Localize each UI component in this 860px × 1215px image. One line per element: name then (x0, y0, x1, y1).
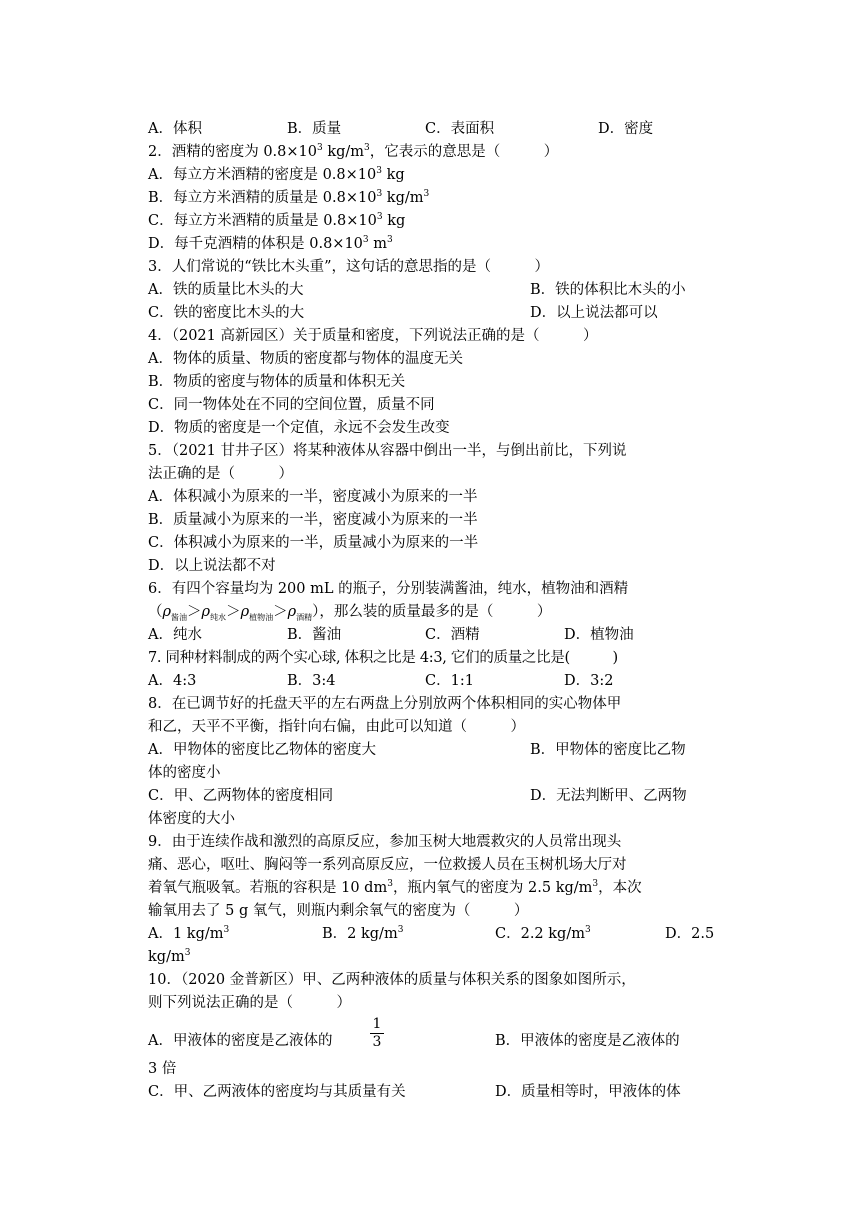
q6-option-b[interactable]: B．酱油 (287, 627, 342, 643)
q2-option-a[interactable]: A．每立方米酒精的密度是 $0.8\times 10^3$ kg (148, 166, 405, 183)
q8-options-row1 (148, 739, 714, 762)
q9-option-d[interactable]: D．2.5 (665, 926, 715, 942)
q1-option-c[interactable]: C．表面积 (425, 121, 495, 137)
q10-option-d[interactable]: D．质量相等时，甲液体的体 (495, 1084, 681, 1100)
q8-option-b[interactable]: B．甲物体的密度比乙物 (530, 742, 686, 758)
q5-option-a[interactable]: A．体积减小为原来的一半，密度减小为原来的一半 (148, 489, 478, 505)
q1-option-a[interactable]: A．体积 (148, 121, 202, 137)
q8-options-row2 (148, 785, 714, 808)
q7-option-d[interactable]: D．3:2 (564, 673, 614, 689)
q6-stem-line1: 6．有四个容量均为 200 mL 的瓶子，分别装满酱油，纯水，植物油和酒精 (148, 581, 629, 597)
q8-option-b-cont: 体的密度小 (148, 765, 221, 781)
q2-option-c[interactable]: C．每立方米酒精的质量是 $0.8\times 10^3$ kg (148, 212, 406, 229)
q3-option-d[interactable]: D．以上说法都可以 (530, 305, 658, 321)
q1-option-b[interactable]: B．质量 (287, 121, 342, 137)
fraction-denominator: 3 (372, 1034, 382, 1050)
q9-option-d-cont: $kg/m^3$ (148, 948, 191, 965)
q6-option-a[interactable]: A．纯水 (148, 627, 202, 643)
q10-option-c[interactable]: C．甲、乙两液体的密度均与其质量有关 (148, 1084, 406, 1100)
q3-option-a[interactable]: A．铁的质量比木头的大 (148, 282, 304, 298)
q10-fraction (370, 1016, 384, 1051)
q3-options-row2 (148, 302, 714, 325)
q8-stem-line1: 8．在已调节好的托盘天平的左右两盘上分别放两个体积相同的实心物体甲 (148, 696, 622, 712)
q5-stem-line1: 5．（2021 甘井子区）将某种液体从容器中倒出一半，与倒出前比，下列说 (148, 443, 627, 459)
q9-stem-line1: 9．由于连续作战和激烈的高原反应，参加玉树大地震救灾的人员常出现头 (148, 834, 622, 850)
q10-options-row2 (148, 1081, 714, 1104)
q8-stem-line2: 和乙，天平不平衡，指针向右偏，由此可以知道（ ） (148, 719, 525, 735)
q9-option-a[interactable]: A．1 $kg/m^3$ (148, 925, 230, 942)
q6-stem-line2: $(\rho_{酱油}>\rho_{纯水}>\rho_{植物油}>\rho_{酒精})$，那么装的质量最多的是（ ） (148, 604, 552, 622)
q3-stem: 3．人们常说的“铁比木头重”，这句话的意思指的是（ ） (148, 259, 550, 275)
q8-option-c[interactable]: C．甲、乙两物体的密度相同 (148, 788, 334, 804)
q10-option-b-cont: 3 倍 (148, 1061, 177, 1077)
q3-options-row1 (148, 279, 714, 302)
q2-option-d[interactable]: D．每千克酒精的体积是 $0.8\times 10^3$ $m^3$ (148, 235, 393, 252)
q9-options (148, 923, 714, 946)
q7-options (148, 670, 714, 693)
q4-option-a[interactable]: A．物体的质量、物质的密度都与物体的温度无关 (148, 351, 463, 367)
q1-option-d[interactable]: D．密度 (598, 121, 654, 137)
q1-options (148, 118, 714, 141)
q10-options-row1 (148, 1016, 714, 1053)
q7-option-b[interactable]: B．3:4 (287, 673, 336, 689)
q10-stem-line1: 10．（2020 金普新区）甲、乙两种液体的质量与体积关系的图象如图所示， (148, 972, 636, 988)
q6-options (148, 624, 714, 647)
q5-option-c[interactable]: C．体积减小为原来的一半，质量减小为原来的一半 (148, 535, 479, 551)
q7-option-c[interactable]: C．1:1 (425, 673, 474, 689)
q9-stem-line2: 痛、恶心，呕吐、胸闷等一系列高原反应，一位救援人员在玉树机场大厅对 (148, 857, 627, 873)
fraction-numerator: 1 (370, 1016, 384, 1034)
q10-option-b[interactable]: B．甲液体的密度是乙液体的 (495, 1033, 680, 1049)
q10-stem-line2: 则下列说法正确的是（ ） (148, 995, 351, 1011)
q5-option-b[interactable]: B．质量减小为原来的一半，密度减小为原来的一半 (148, 512, 478, 528)
q7-option-a[interactable]: A．4:3 (148, 673, 197, 689)
q4-stem: 4．（2021 高新园区）关于质量和密度，下列说法正确的是（ ） (148, 328, 598, 344)
q2-stem: 2．酒精的密度为 $0.8\times 10^3$ $kg/m^3$，它表示的意思是（ ） (148, 143, 559, 160)
q2-option-b[interactable]: B．每立方米酒精的质量是 $0.8\times 10^3$ $kg/m^3$ (148, 189, 430, 206)
q5-stem-line2: 法正确的是（ ） (148, 466, 293, 482)
q9-stem-line4: 输氧用去了 5 g 氧气，则瓶内剩余氧气的密度为（ ） (148, 903, 529, 919)
q8-option-d-cont: 体密度的大小 (148, 811, 235, 827)
q6-option-d[interactable]: D．植物油 (564, 627, 634, 643)
q9-stem-line3: 着氧气瓶吸氧。若瓶的容积是 10 $dm^3$，瓶内氧气的密度为 2.5 $kg/m^3$，本次 (148, 879, 642, 896)
q6-option-c[interactable]: C．酒精 (425, 627, 480, 643)
q7-stem: 7. 同种材料制成的两个实心球, 体积之比是 4:3, 它们的质量之比是( ) (148, 650, 618, 666)
q5-option-d[interactable]: D．以上说法都不对 (148, 558, 276, 574)
q10-option-a[interactable]: A．甲液体的密度是乙液体的 (148, 1033, 333, 1049)
q9-option-b[interactable]: B．2 $kg/m^3$ (322, 925, 404, 942)
q8-option-d[interactable]: D．无法判断甲、乙两物 (530, 788, 687, 804)
q4-option-c[interactable]: C．同一物体处在不同的空间位置，质量不同 (148, 397, 435, 413)
q3-option-b[interactable]: B．铁的体积比木头的小 (530, 282, 686, 298)
q3-option-c[interactable]: C．铁的密度比木头的大 (148, 305, 305, 321)
q8-option-a[interactable]: A．甲物体的密度比乙物体的密度大 (148, 742, 376, 758)
q4-option-b[interactable]: B．物质的密度与物体的质量和体积无关 (148, 374, 406, 390)
q4-option-d[interactable]: D．物质的密度是一个定值，永远不会发生改变 (148, 420, 450, 436)
q9-option-c[interactable]: C．2.2 $kg/m^3$ (495, 925, 591, 942)
